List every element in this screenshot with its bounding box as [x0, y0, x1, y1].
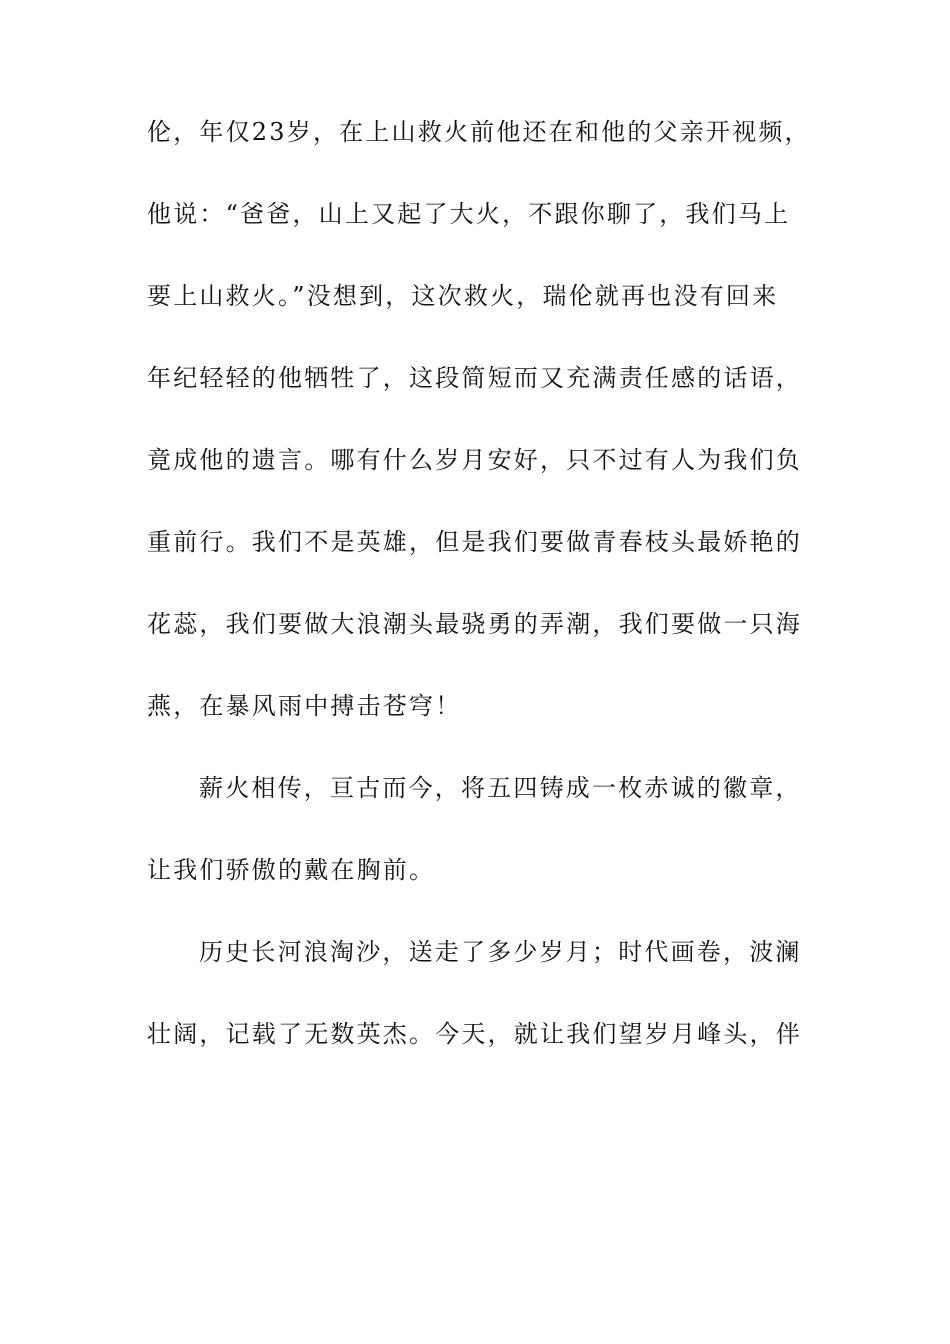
text-line: 伦，年仅23岁，在上山救火前他还在和他的父亲开视频，: [147, 118, 811, 146]
body-text: [147, 102, 811, 1086]
text-line: 让我们骄傲的戴在胸前。: [147, 856, 436, 884]
paragraph-start-line: 薪火相传，亘古而今，将五四铸成一枚赤诚的徽章，: [199, 774, 802, 802]
text-line: 年纪轻轻的他牺牲了，这段简短而又充满责任感的话语，: [147, 364, 802, 392]
text-line: 燕，在暴风雨中搏击苍穹！: [147, 692, 462, 720]
text-line: 重前行。我们不是英雄，但是我们要做青春枝头最娇艳的: [147, 528, 802, 556]
text-line: 花蕊，我们要做大浪潮头最骁勇的弄潮，我们要做一只海: [147, 610, 802, 638]
text-line: 竟成他的遗言。哪有什么岁月安好，只不过有人为我们负: [147, 446, 802, 474]
text-line: 要上山救火。”没想到，这次救火，瑞伦就再也没有回来: [147, 282, 779, 310]
text-line: 壮阔，记载了无数英杰。今天，就让我们望岁月峰头，伴: [147, 1020, 802, 1048]
text-line: 他说：“爸爸，山上又起了大火，不跟你聊了，我们马上: [147, 200, 791, 228]
paragraph-start-line: 历史长河浪淘沙，送走了多少岁月；时代画卷，波澜: [199, 938, 802, 966]
